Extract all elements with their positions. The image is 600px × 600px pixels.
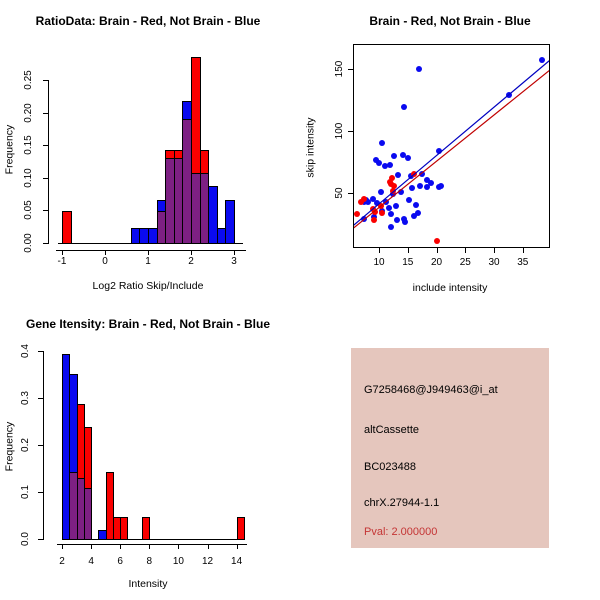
x-axis-line [57,544,247,545]
y-tick [43,210,48,211]
red-data-point [411,171,417,177]
y-tick-label: 0.1 [20,485,31,500]
ratio-hist-xlabel: Log2 Ratio Skip/Include [92,280,204,292]
gene-hist-title: Gene Itensity: Brain - Red, Not Brain - Blue [25,317,271,331]
blue-data-point [401,104,407,110]
pval-text: Pval: 2.000000 [364,526,438,538]
blue-data-point [406,197,412,203]
x-tick [379,247,380,253]
y-tick-label: 150 [334,60,345,78]
blue-data-point [388,224,394,230]
x-tick-label: 10 [172,556,184,567]
blue-data-point [409,185,415,191]
x-tick [208,544,209,549]
gene-hist-panel [0,300,300,600]
y-tick [38,351,43,352]
histogram-baseline [58,243,243,244]
blue-data-point [415,210,421,216]
red-data-point [372,209,378,215]
x-tick-label: 1 [145,256,151,267]
blue-data-point [424,184,430,190]
x-tick-label: 2 [59,556,65,567]
x-tick [148,250,149,255]
y-tick [38,539,43,540]
blue-data-point [387,162,393,168]
blue-data-point [398,189,404,195]
y-tick-label: 0.3 [20,390,31,405]
x-tick-label: 30 [488,257,500,268]
blue-data-point [395,172,401,178]
blue-data-point [386,205,392,211]
y-tick-label: 0.10 [23,167,34,188]
scatter-plot [334,44,550,268]
ratio-hist-title: RatioData: Brain - Red, Not Brain - Blue [35,14,261,28]
blue-data-point [506,92,512,98]
blue-data-point [539,57,545,63]
red-data-point [379,210,385,216]
y-tick [348,131,354,132]
blue-data-point [394,217,400,223]
histogram-baseline [62,539,244,540]
y-tick-label: 0.4 [20,343,31,358]
red-data-point [434,238,440,244]
x-tick-label: 12 [201,556,214,567]
x-tick-label: 3 [231,256,237,267]
y-tick [348,69,354,70]
red-hist-bar [237,517,245,541]
y-tick [348,193,354,194]
ratio-hist-panel [0,0,300,300]
y-tick [43,178,48,179]
blue-data-point [378,189,384,195]
y-tick-label: 0.00 [23,232,34,253]
y-tick-label: 0.20 [23,102,34,123]
y-tick-label: 0.15 [23,135,34,155]
x-tick [523,247,524,253]
y-tick [38,398,43,399]
x-tick-label: 15 [402,257,414,268]
blue-data-point [391,153,397,159]
x-tick [149,544,150,549]
y-tick-label: 0.0 [20,532,31,547]
regression-lines [354,45,549,247]
x-tick [191,250,192,255]
x-tick-label: 14 [231,556,243,567]
scatter-panel [300,0,600,300]
accession-text: BC023488 [364,461,416,473]
red-data-point [388,181,394,187]
red-data-point [358,199,364,205]
ratio-hist-ylabel: Frequency [3,124,16,175]
gene-histogram-plot [20,343,252,567]
y-tick [38,492,43,493]
x-tick [120,544,121,549]
blue-data-point [402,219,408,225]
x-axis-line [56,250,246,251]
blue-data-point [436,148,442,154]
x-tick-label: 25 [459,257,471,268]
blue-hist-bar [225,200,235,243]
blue-data-point [416,66,422,72]
x-tick [494,247,495,253]
scatter-xlabel: include intensity [412,282,488,294]
y-tick [43,145,48,146]
blue-data-point [413,202,419,208]
scatter-ylabel: skip intensity [304,117,317,178]
red-data-point [371,217,377,223]
blue-data-point [419,171,425,177]
x-tick-label: 8 [146,556,153,567]
blue-data-point [417,183,423,189]
x-tick [178,544,179,549]
blue-data-point [393,203,399,209]
x-tick-label: 10 [373,257,385,268]
x-tick-label: 20 [430,257,443,268]
y-tick-label: 100 [334,122,345,140]
y-tick [38,445,43,446]
y-tick [43,243,48,244]
x-tick-label: 2 [188,256,194,267]
info-panel [351,348,549,548]
red-hist-bar [62,211,72,244]
x-tick-label: 0 [102,256,108,267]
y-tick [43,80,48,81]
blue-data-point [379,140,385,146]
x-tick [437,247,438,253]
x-tick [91,544,92,549]
x-tick [62,250,63,255]
x-tick-label: 6 [117,556,123,567]
gene-hist-ylabel: Frequency [3,421,16,472]
ratio-histogram-plot [23,50,246,267]
red-data-point [354,211,360,217]
y-tick [43,113,48,114]
red-hist-bar [120,517,128,541]
x-tick-label: -1 [57,256,67,267]
x-tick [408,247,409,253]
x-tick [234,250,235,255]
y-tick-label: 0.25 [23,70,34,90]
scatter-title: Brain - Red, Not Brain - Blue [369,14,531,28]
x-tick [105,250,106,255]
x-tick [237,544,238,549]
red-hist-bar [142,517,150,541]
location-text: chrX.27944-1.1 [364,497,440,509]
x-tick-label: 35 [517,257,529,268]
blue-data-point [361,216,367,222]
probe-id-text: G7258468@J949463@i_at [364,384,498,396]
x-tick [465,247,466,253]
blue-data-point [405,155,411,161]
gene-hist-xlabel: Intensity [128,578,168,590]
y-axis-line [43,351,44,541]
event-type-text: altCassette [364,424,420,436]
x-tick-label: 4 [88,556,94,567]
y-tick-label: 0.05 [23,200,34,220]
blue-data-point [438,183,444,189]
y-tick-label: 50 [334,187,345,199]
overlap-hist-bar [84,488,92,540]
x-tick [62,544,63,549]
y-tick-label: 0.2 [20,438,31,452]
y-axis-line [48,80,49,244]
blue-data-point [388,211,394,217]
